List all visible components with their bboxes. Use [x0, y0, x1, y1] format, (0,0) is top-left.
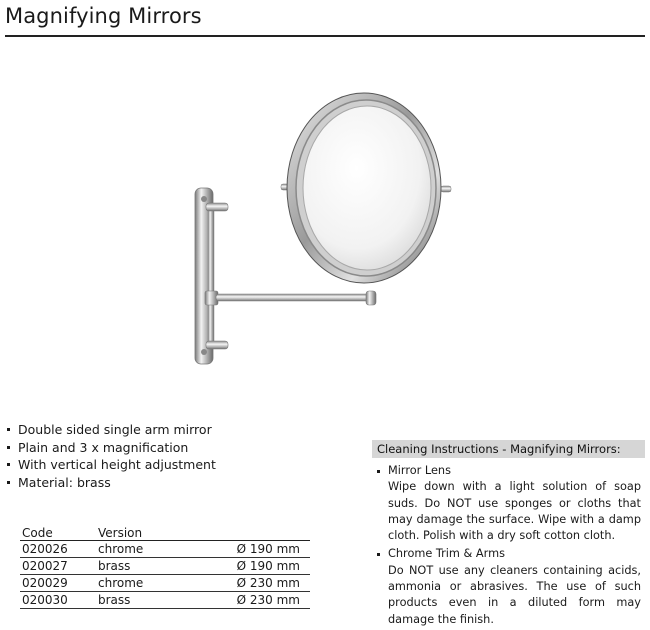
cleaning-item-text: Do NOT use any cleaners containing acids, ammonia or abrasives. The use of such products even in a diluted form may damage the finish. [388, 563, 641, 626]
cell-version: chrome [96, 541, 218, 558]
cell-size: Ø 230 mm [218, 592, 310, 609]
product-spec-table [20, 526, 310, 609]
table-row [20, 541, 310, 558]
cleaning-item-title: Mirror Lens [388, 464, 451, 477]
title-divider [5, 35, 645, 37]
table-header-row [20, 526, 310, 541]
cleaning-item-title: Chrome Trim & Arms [388, 547, 505, 561]
cell-size: Ø 190 mm [218, 541, 310, 558]
table-row [20, 575, 310, 592]
column-header-version: Version [96, 526, 218, 541]
cell-version: brass [96, 592, 218, 609]
feature-item: Plain and 3 x magnification [6, 439, 216, 457]
magnifying-mirror-photo [186, 88, 456, 368]
feature-item: Material: brass [6, 474, 216, 492]
cleaning-instructions-heading: Cleaning Instructions - Magnifying Mirrors: [372, 440, 645, 458]
cleaning-item-text: Wipe down with a light solution of soap suds. Do NOT use sponges or cloths that may damage the surface. Wipe with a damp cloth. Polish with a dry soft cotton cloth. [388, 480, 641, 543]
cell-code: 020030 [20, 592, 96, 609]
cell-size: Ø 230 mm [218, 575, 310, 592]
cell-code: 020026 [20, 541, 96, 558]
cell-code: 020027 [20, 558, 96, 575]
cleaning-item-mirror-lens [376, 463, 641, 544]
page-title: Magnifying Mirrors [5, 4, 202, 28]
feature-item: Double sided single arm mirror [6, 421, 216, 439]
table-row [20, 558, 310, 575]
feature-list [6, 421, 216, 491]
cell-version: chrome [96, 575, 218, 592]
cell-code: 020029 [20, 575, 96, 592]
cell-version: brass [96, 558, 218, 575]
cell-size: Ø 190 mm [218, 558, 310, 575]
column-header-code: Code [20, 526, 96, 541]
table-row [20, 592, 310, 609]
column-header-size [218, 526, 310, 541]
feature-item: With vertical height adjustment [6, 456, 216, 474]
cleaning-instructions-list [376, 463, 641, 630]
